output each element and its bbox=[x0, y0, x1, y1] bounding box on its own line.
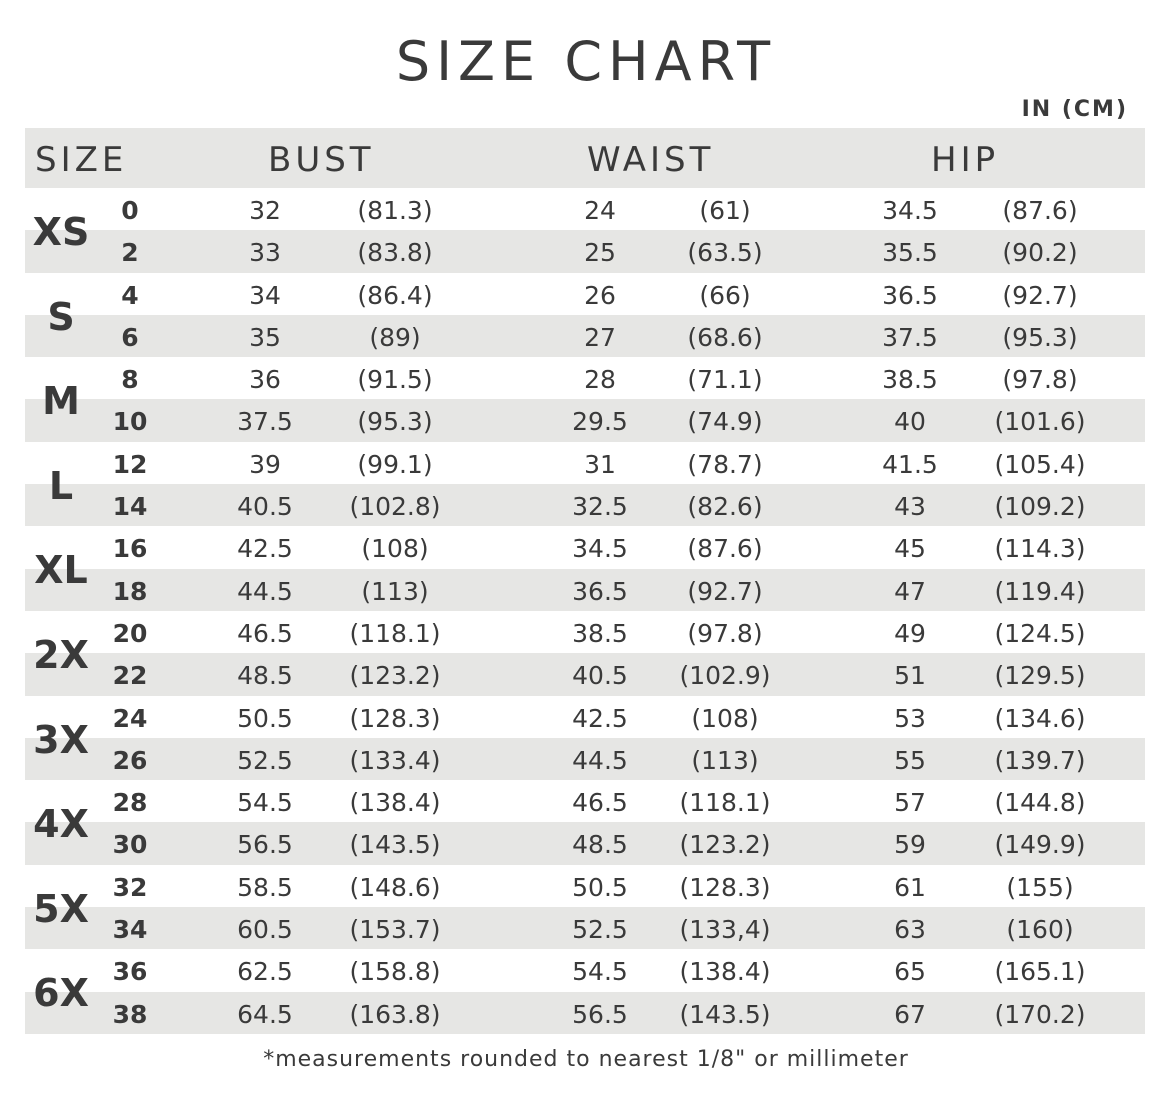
size-group-label: 4X bbox=[33, 802, 89, 847]
cell-bust-cm: (163.8) bbox=[349, 999, 441, 1029]
cell-hip: 41.5 bbox=[882, 449, 938, 479]
cell-waist-cm: (68.6) bbox=[687, 322, 763, 352]
cell-n: 0 bbox=[121, 196, 139, 225]
table-row bbox=[25, 696, 1145, 738]
cell-hip-cm: (124.5) bbox=[994, 618, 1086, 648]
table-row bbox=[25, 315, 1145, 357]
cell-bust-cm: (128.3) bbox=[349, 703, 441, 733]
size-group-label: 3X bbox=[33, 717, 89, 762]
cell-bust-cm: (133.4) bbox=[349, 745, 441, 775]
table-row bbox=[25, 230, 1145, 272]
cell-bust: 35 bbox=[249, 322, 281, 352]
table-row bbox=[25, 188, 1145, 230]
cell-bust: 56.5 bbox=[237, 830, 293, 860]
cell-hip-cm: (87.6) bbox=[1002, 196, 1078, 225]
cell-hip-cm: (144.8) bbox=[994, 788, 1086, 818]
size-group-label: L bbox=[48, 463, 74, 508]
header-waist: WAIST bbox=[587, 140, 715, 180]
cell-n: 30 bbox=[112, 830, 148, 860]
page-title: SIZE CHART bbox=[395, 30, 777, 93]
cell-waist-cm: (123.2) bbox=[679, 830, 771, 860]
cell-n: 26 bbox=[112, 745, 148, 775]
cell-n: 2 bbox=[121, 238, 139, 268]
header-size: SIZE bbox=[35, 140, 128, 180]
cell-hip: 49 bbox=[894, 618, 926, 648]
size-group-label: S bbox=[47, 294, 75, 339]
cell-hip: 38.5 bbox=[882, 365, 938, 395]
cell-hip-cm: (129.5) bbox=[994, 661, 1086, 691]
table-row bbox=[25, 399, 1145, 441]
cell-n: 34 bbox=[112, 915, 148, 945]
table-row bbox=[25, 526, 1145, 568]
cell-hip: 47 bbox=[894, 576, 926, 606]
size-group-label: XL bbox=[34, 548, 88, 593]
table-header bbox=[25, 128, 1145, 188]
cell-bust-cm: (83.8) bbox=[357, 238, 433, 268]
cell-waist: 36.5 bbox=[572, 576, 628, 606]
table-row bbox=[25, 484, 1145, 526]
cell-n: 24 bbox=[112, 703, 148, 733]
cell-waist: 25 bbox=[584, 238, 616, 268]
cell-bust-cm: (86.4) bbox=[357, 280, 433, 310]
cell-waist: 31 bbox=[584, 449, 616, 479]
cell-waist-cm: (61) bbox=[699, 196, 751, 225]
cell-bust-cm: (91.5) bbox=[357, 365, 433, 395]
cell-bust: 36 bbox=[249, 365, 281, 395]
size-group-label: 2X bbox=[33, 633, 89, 677]
cell-bust: 62.5 bbox=[237, 957, 293, 987]
cell-waist: 48.5 bbox=[572, 830, 628, 860]
cell-hip: 61 bbox=[894, 872, 926, 902]
cell-waist-cm: (113) bbox=[691, 745, 759, 775]
cell-bust-cm: (138.4) bbox=[349, 788, 441, 818]
cell-bust-cm: (81.3) bbox=[357, 196, 433, 225]
cell-hip: 63 bbox=[894, 915, 926, 945]
table-body bbox=[25, 188, 1145, 1034]
cell-waist-cm: (66) bbox=[699, 280, 751, 310]
cell-bust: 60.5 bbox=[237, 915, 293, 945]
cell-hip: 51 bbox=[894, 661, 926, 691]
cell-hip-cm: (114.3) bbox=[994, 534, 1086, 564]
cell-waist: 38.5 bbox=[572, 618, 628, 648]
table-row bbox=[25, 949, 1145, 991]
cell-bust-cm: (153.7) bbox=[349, 915, 441, 945]
cell-n: 32 bbox=[112, 872, 148, 902]
cell-waist-cm: (87.6) bbox=[687, 534, 763, 564]
cell-n: 16 bbox=[112, 534, 148, 564]
cell-hip-cm: (149.9) bbox=[994, 830, 1086, 860]
cell-waist-cm: (74.9) bbox=[687, 407, 763, 437]
table-row bbox=[25, 442, 1145, 484]
cell-bust-cm: (118.1) bbox=[349, 618, 441, 648]
cell-bust-cm: (113) bbox=[361, 576, 429, 606]
cell-bust: 46.5 bbox=[237, 618, 293, 648]
cell-waist: 56.5 bbox=[572, 999, 628, 1029]
cell-n: 4 bbox=[121, 280, 139, 310]
table-row bbox=[25, 822, 1145, 864]
cell-waist: 32.5 bbox=[572, 492, 628, 522]
cell-hip: 36.5 bbox=[882, 280, 938, 310]
cell-bust: 33 bbox=[249, 238, 281, 268]
cell-hip: 34.5 bbox=[882, 196, 938, 225]
table-row bbox=[25, 273, 1145, 315]
cell-n: 8 bbox=[121, 365, 139, 395]
cell-waist: 50.5 bbox=[572, 872, 628, 902]
cell-bust-cm: (123.2) bbox=[349, 661, 441, 691]
cell-hip-cm: (165.1) bbox=[994, 957, 1086, 987]
cell-waist: 42.5 bbox=[572, 703, 628, 733]
table-row bbox=[25, 653, 1145, 695]
cell-waist-cm: (82.6) bbox=[687, 492, 763, 522]
cell-bust: 58.5 bbox=[237, 872, 293, 902]
cell-waist: 24 bbox=[584, 196, 616, 225]
cell-hip: 43 bbox=[894, 492, 926, 522]
cell-n: 6 bbox=[121, 322, 139, 352]
cell-hip-cm: (139.7) bbox=[994, 745, 1086, 775]
cell-waist-cm: (63.5) bbox=[687, 238, 763, 268]
cell-bust: 54.5 bbox=[237, 788, 293, 818]
cell-waist: 26 bbox=[584, 280, 616, 310]
cell-waist-cm: (143.5) bbox=[679, 999, 771, 1029]
cell-bust: 40.5 bbox=[237, 492, 293, 522]
cell-hip: 59 bbox=[894, 830, 926, 860]
cell-hip-cm: (119.4) bbox=[994, 576, 1086, 606]
cell-waist: 29.5 bbox=[572, 407, 628, 437]
cell-hip: 67 bbox=[894, 999, 926, 1029]
size-table bbox=[25, 128, 1145, 1034]
cell-hip: 65 bbox=[894, 957, 926, 987]
cell-hip-cm: (101.6) bbox=[994, 407, 1086, 437]
cell-bust: 34 bbox=[249, 280, 281, 310]
cell-bust-cm: (148.6) bbox=[349, 872, 441, 902]
cell-hip-cm: (160) bbox=[1006, 915, 1074, 945]
cell-waist: 54.5 bbox=[572, 957, 628, 987]
size-group-label: M bbox=[42, 379, 80, 424]
cell-n: 20 bbox=[112, 618, 148, 648]
cell-waist-cm: (133,4) bbox=[679, 915, 771, 945]
cell-waist-cm: (92.7) bbox=[687, 576, 763, 606]
cell-bust: 32 bbox=[249, 196, 281, 225]
cell-n: 28 bbox=[112, 788, 148, 818]
table-row bbox=[25, 357, 1145, 399]
cell-hip-cm: (134.6) bbox=[994, 703, 1086, 733]
cell-waist-cm: (97.8) bbox=[687, 618, 763, 648]
cell-hip-cm: (92.7) bbox=[1002, 280, 1078, 310]
cell-n: 22 bbox=[112, 661, 148, 691]
cell-waist: 34.5 bbox=[572, 534, 628, 564]
header-bust: BUST bbox=[268, 140, 375, 180]
cell-hip: 40 bbox=[894, 407, 926, 437]
cell-bust: 37.5 bbox=[237, 407, 293, 437]
table-row bbox=[25, 569, 1145, 611]
cell-n: 12 bbox=[112, 449, 148, 479]
cell-waist: 28 bbox=[584, 365, 616, 395]
cell-bust-cm: (99.1) bbox=[357, 449, 433, 479]
cell-waist-cm: (102.9) bbox=[679, 661, 771, 691]
cell-waist-cm: (118.1) bbox=[679, 788, 771, 818]
cell-waist: 52.5 bbox=[572, 915, 628, 945]
size-group-label: 6X bbox=[33, 971, 89, 1016]
cell-hip: 45 bbox=[894, 534, 926, 564]
cell-bust: 42.5 bbox=[237, 534, 293, 564]
cell-bust: 64.5 bbox=[237, 999, 293, 1029]
table-row bbox=[25, 780, 1145, 822]
cell-bust: 39 bbox=[249, 449, 281, 479]
cell-bust-cm: (158.8) bbox=[349, 957, 441, 987]
table-row bbox=[25, 992, 1145, 1034]
cell-waist: 44.5 bbox=[572, 745, 628, 775]
cell-hip-cm: (97.8) bbox=[1002, 365, 1078, 395]
cell-bust-cm: (95.3) bbox=[357, 407, 433, 437]
cell-n: 10 bbox=[112, 407, 148, 437]
cell-n: 14 bbox=[112, 492, 148, 522]
cell-waist: 27 bbox=[584, 322, 616, 352]
cell-waist-cm: (108) bbox=[691, 703, 759, 733]
cell-hip-cm: (105.4) bbox=[994, 449, 1086, 479]
cell-hip-cm: (95.3) bbox=[1002, 322, 1078, 352]
cell-waist-cm: (71.1) bbox=[687, 365, 763, 395]
cell-hip-cm: (170.2) bbox=[994, 999, 1086, 1029]
table-row bbox=[25, 738, 1145, 780]
cell-bust-cm: (102.8) bbox=[349, 492, 441, 522]
cell-hip: 55 bbox=[894, 745, 926, 775]
cell-bust: 50.5 bbox=[237, 703, 293, 733]
cell-n: 36 bbox=[112, 957, 148, 987]
table-row bbox=[25, 865, 1145, 907]
cell-bust: 48.5 bbox=[237, 661, 293, 691]
unit-note: IN (CM) bbox=[1021, 97, 1128, 122]
cell-hip: 57 bbox=[894, 788, 926, 818]
header-hip: HIP bbox=[931, 140, 1000, 180]
cell-hip-cm: (109.2) bbox=[994, 492, 1086, 522]
cell-waist-cm: (138.4) bbox=[679, 957, 771, 987]
cell-waist: 40.5 bbox=[572, 661, 628, 691]
cell-bust-cm: (143.5) bbox=[349, 830, 441, 860]
table-row bbox=[25, 907, 1145, 949]
cell-hip-cm: (90.2) bbox=[1002, 238, 1078, 268]
cell-n: 38 bbox=[112, 999, 148, 1029]
cell-hip: 37.5 bbox=[882, 322, 938, 352]
cell-bust-cm: (108) bbox=[361, 534, 429, 564]
cell-waist: 46.5 bbox=[572, 788, 628, 818]
size-group-label: XS bbox=[32, 210, 90, 254]
cell-waist-cm: (78.7) bbox=[687, 449, 763, 479]
cell-hip: 35.5 bbox=[882, 238, 938, 268]
cell-n: 18 bbox=[112, 576, 148, 606]
table-row bbox=[25, 611, 1145, 653]
cell-bust: 52.5 bbox=[237, 745, 293, 775]
size-group-label: 5X bbox=[33, 886, 89, 931]
cell-hip: 53 bbox=[894, 703, 926, 733]
cell-waist-cm: (128.3) bbox=[679, 872, 771, 902]
cell-bust: 44.5 bbox=[237, 576, 293, 606]
cell-bust-cm: (89) bbox=[369, 322, 421, 352]
cell-hip-cm: (155) bbox=[1006, 872, 1074, 902]
footnote: *measurements rounded to nearest 1/8" or millimeter bbox=[263, 1047, 909, 1072]
